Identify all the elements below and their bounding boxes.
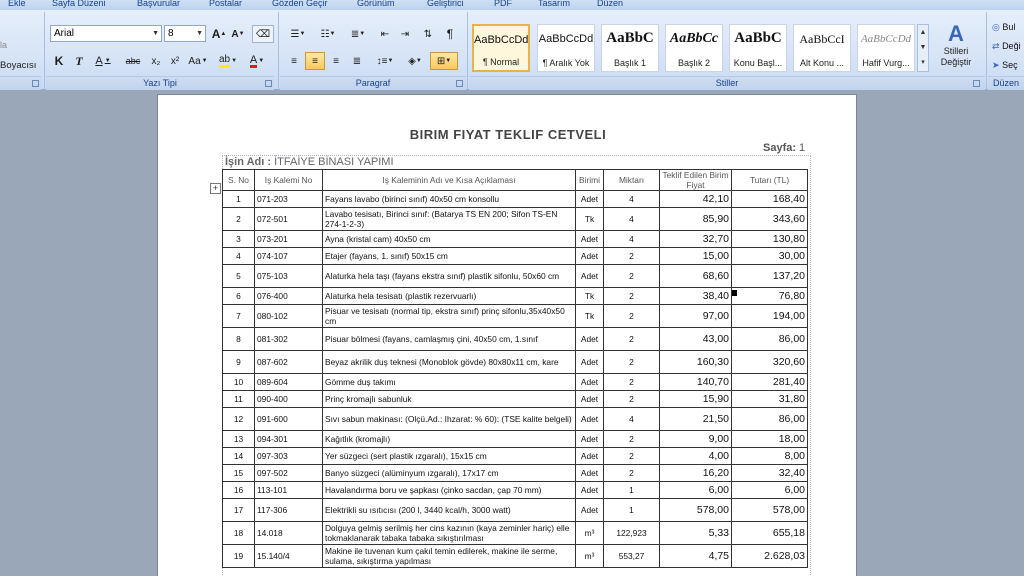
font-color-icon: A [249, 53, 258, 66]
table-move-handle-icon[interactable]: + [210, 183, 221, 194]
chevron-down-icon: ▼ [196, 30, 203, 37]
paragraph-group-label: Paragraf [280, 76, 466, 90]
row-number-cell[interactable]: 7 [223, 305, 255, 328]
total-cell[interactable]: 194,00 [732, 305, 808, 328]
table-body [223, 191, 808, 568]
style-name: Alt Konu ... [799, 58, 845, 68]
format-painter-button[interactable]: Boyacısı [0, 60, 37, 71]
total-cell[interactable]: 18,00 [732, 431, 808, 448]
unit-cell[interactable]: m³ [576, 545, 604, 568]
unit-price-cell[interactable]: 9,00 [660, 431, 732, 448]
shading-button[interactable] [402, 52, 428, 70]
replace-icon: ⇄ [992, 41, 1000, 51]
item-code-cell[interactable]: 087-602 [255, 351, 323, 374]
header-quantity: Miktarı [604, 170, 660, 191]
strikethrough-button[interactable]: abc [125, 56, 141, 66]
item-code-cell[interactable]: 075-103 [255, 265, 323, 288]
font-size-combo[interactable] [164, 25, 206, 42]
justify-button[interactable] [347, 52, 367, 70]
document-title: BIRIM FIYAT TEKLIF CETVELI [409, 127, 607, 142]
item-code-cell[interactable]: 074-107 [255, 248, 323, 265]
sort-button[interactable] [418, 25, 438, 43]
chevron-down-icon: ▼ [329, 31, 336, 37]
change-case-label: Aa [188, 55, 201, 67]
description-cell[interactable]: Beyaz akrilik duş teknesi (Monoblok gövde) 80x80x11 cm, kare [323, 351, 576, 374]
quantity-cell[interactable]: 122,923 [604, 522, 660, 545]
job-name-label: İşin Adı : [225, 156, 272, 168]
tab-pdf[interactable]: PDF [494, 0, 512, 8]
unit-price-cell[interactable]: 15,00 [660, 248, 732, 265]
unit-cell[interactable]: Adet [576, 431, 604, 448]
item-code-cell[interactable]: 081-302 [255, 328, 323, 351]
style-title[interactable] [729, 24, 787, 72]
row-number-cell[interactable]: 2 [223, 208, 255, 231]
justify-icon: ≣ [352, 55, 362, 67]
unit-cell[interactable]: m³ [576, 522, 604, 545]
job-name-line [225, 156, 394, 168]
row-number-cell[interactable]: 16 [223, 482, 255, 499]
item-code-cell[interactable]: 072-501 [255, 208, 323, 231]
tab-review[interactable]: Gözden Geçir [272, 0, 328, 8]
align-left-button[interactable] [284, 52, 304, 70]
description-cell[interactable]: Pisuar ve tesisatı (normal tip, ekstra sınıf) prinç sifonlu,35x40x50 cm [323, 305, 576, 328]
unit-cell[interactable]: Adet [576, 191, 604, 208]
grow-font-button[interactable]: A ▲ [211, 27, 227, 41]
row-number-cell[interactable]: 15 [223, 465, 255, 482]
quantity-cell[interactable]: 2 [604, 431, 660, 448]
total-cell[interactable]: 655,18 [732, 522, 808, 545]
item-code-cell[interactable]: 073-201 [255, 231, 323, 248]
tab-insert[interactable]: Ekle [8, 0, 26, 8]
total-cell[interactable]: 320,60 [732, 351, 808, 374]
quantity-cell[interactable]: 2 [604, 265, 660, 288]
numbered-list-icon: ☷ [320, 28, 330, 40]
item-code-cell[interactable]: 094-301 [255, 431, 323, 448]
style-sample: AaBbCcDd [538, 33, 594, 45]
total-cell[interactable]: 2.628,03 [732, 545, 808, 568]
style-name: Konu Başl... [733, 58, 783, 68]
chevron-down-icon: ▼ [387, 58, 394, 64]
chevron-down-icon: ▼ [152, 30, 159, 37]
row-number-cell[interactable]: 17 [223, 499, 255, 522]
unit-cell[interactable]: Adet [576, 408, 604, 431]
font-launcher-icon[interactable] [265, 80, 272, 87]
show-marks-button[interactable]: ¶ [446, 27, 454, 41]
quantity-cell[interactable]: 1 [604, 499, 660, 522]
unit-price-cell[interactable]: 43,00 [660, 328, 732, 351]
total-cell[interactable]: 76,80 [732, 288, 808, 305]
table-row [223, 231, 808, 248]
tab-mailings[interactable]: Postalar [209, 0, 243, 8]
style-subtitle[interactable] [793, 24, 851, 72]
style-sample: AaBbCcI [799, 32, 845, 46]
table-row [223, 208, 808, 231]
table-row [223, 374, 808, 391]
style-heading-2[interactable] [665, 24, 723, 72]
unit-cell[interactable]: Tk [576, 305, 604, 328]
bullet-list-icon: ☰ [290, 28, 300, 40]
numbering-button[interactable] [314, 25, 342, 43]
subscript-button[interactable]: x₂ [151, 55, 161, 67]
item-code-cell[interactable]: 097-303 [255, 448, 323, 465]
ribbon [0, 10, 1024, 90]
total-cell[interactable]: 86,00 [732, 328, 808, 351]
font-group-label: Yazı Tipi [46, 76, 274, 90]
quantity-cell[interactable]: 4 [604, 231, 660, 248]
description-cell[interactable]: Alaturka hela tesisatı (plastik rezervuarlı) [323, 288, 576, 305]
quantity-cell[interactable]: 1 [604, 482, 660, 499]
total-cell[interactable]: 31,80 [732, 391, 808, 408]
unit-cell[interactable]: Adet [576, 465, 604, 482]
group-divider [986, 12, 987, 90]
table-row [223, 248, 808, 265]
total-cell[interactable]: 30,00 [732, 248, 808, 265]
font-name-value: Arial [54, 28, 75, 39]
row-number-cell[interactable]: 5 [223, 265, 255, 288]
item-code-cell[interactable]: 097-502 [255, 465, 323, 482]
description-cell[interactable]: Gömme duş takımı [323, 374, 576, 391]
font-color-button[interactable] [244, 52, 270, 70]
description-cell[interactable]: Havalandırma boru ve şapkası (çinko sacdan, çap 70 mm) [323, 482, 576, 499]
unit-price-cell[interactable]: 32,70 [660, 231, 732, 248]
multilevel-list-icon: ≣ [350, 28, 360, 40]
clear-formatting-button[interactable] [252, 25, 274, 43]
row-number-cell[interactable]: 12 [223, 408, 255, 431]
multilevel-list-button[interactable] [344, 25, 372, 43]
description-cell[interactable]: Etajer (fayans, 1. sınıf) 50x15 cm [323, 248, 576, 265]
description-cell[interactable]: Banyo süzgeci (alüminyum ızgaralı), 17x17 cm [323, 465, 576, 482]
borders-icon: ⊞ [436, 55, 446, 67]
quantity-cell[interactable]: 2 [604, 465, 660, 482]
tab-references[interactable]: Başvurular [137, 0, 181, 8]
header-total: Tutarı (TL) [732, 170, 808, 191]
quantity-cell[interactable]: 4 [604, 408, 660, 431]
description-cell[interactable]: Elektrikli su ısıtıcısı (200 l, 3440 kcal/h, 3000 watt) [323, 499, 576, 522]
quantity-cell[interactable]: 4 [604, 208, 660, 231]
table-row [223, 522, 808, 545]
style-no-spacing[interactable] [537, 24, 595, 72]
quantity-cell[interactable]: 2 [604, 351, 660, 374]
superscript-button[interactable]: x² [170, 55, 180, 67]
paint-bucket-icon: ◈ [408, 55, 416, 67]
page-label: Sayfa: [763, 142, 797, 154]
total-cell[interactable]: 8,00 [732, 448, 808, 465]
row-number-cell[interactable]: 1 [223, 191, 255, 208]
unit-price-cell[interactable]: 42,10 [660, 191, 732, 208]
table-row [223, 465, 808, 482]
align-right-button[interactable] [326, 52, 346, 70]
style-name: Başlık 1 [613, 58, 646, 68]
quantity-cell[interactable]: 2 [604, 328, 660, 351]
unit-price-cell[interactable]: 4,00 [660, 448, 732, 465]
chevron-down-icon: ▼ [104, 58, 111, 64]
unit-cell[interactable]: Adet [576, 448, 604, 465]
unit-cell[interactable]: Adet [576, 499, 604, 522]
outdent-icon: ⇤ [380, 28, 390, 40]
total-cell[interactable]: 6,00 [732, 482, 808, 499]
underline-label: A [95, 55, 103, 67]
find-label: Bul [1002, 22, 1016, 32]
table-header-row [223, 170, 808, 191]
sort-icon: ⇅ [423, 28, 433, 40]
unit-price-cell[interactable]: 6,00 [660, 482, 732, 499]
item-code-cell[interactable]: 15.140/4 [255, 545, 323, 568]
quantity-cell[interactable]: 2 [604, 374, 660, 391]
row-number-cell[interactable]: 6 [223, 288, 255, 305]
description-cell[interactable]: Kağıtlık (kromajlı) [323, 431, 576, 448]
line-spacing-button[interactable] [371, 52, 399, 70]
unit-price-cell[interactable]: 160,30 [660, 351, 732, 374]
grow-font-icon: A [211, 27, 221, 41]
chevron-down-icon: ▼ [258, 58, 265, 64]
unit-cell[interactable]: Adet [576, 265, 604, 288]
row-number-cell[interactable]: 10 [223, 374, 255, 391]
align-center-icon: ≡ [312, 55, 318, 67]
item-code-cell[interactable]: 113-101 [255, 482, 323, 499]
bullets-button[interactable] [284, 25, 312, 43]
change-styles-label: Stilleri Değiştir [940, 46, 972, 67]
description-cell[interactable]: Lavabo tesisatı, Birinci sınıf: (Batarya TS EN 200; Sifon TS-EN 274-1-2-3) [323, 208, 576, 231]
unit-price-cell[interactable]: 85,90 [660, 208, 732, 231]
table-row [223, 448, 808, 465]
unit-price-cell[interactable]: 21,50 [660, 408, 732, 431]
style-sample: AaBbC [734, 30, 782, 46]
style-name: Hafif Vurg... [862, 58, 910, 68]
align-center-button[interactable] [305, 52, 325, 70]
indent-icon: ⇥ [400, 28, 410, 40]
item-code-cell[interactable]: 089-604 [255, 374, 323, 391]
select-arrow-icon: ➤ [992, 60, 1000, 70]
table-row [223, 482, 808, 499]
style-name: ¶ Aralık Yok [542, 58, 590, 68]
change-styles-button[interactable] [933, 22, 979, 74]
row-number-cell[interactable]: 8 [223, 328, 255, 351]
quantity-cell[interactable]: 2 [604, 391, 660, 408]
item-code-cell[interactable]: 117-306 [255, 499, 323, 522]
item-code-cell[interactable]: 080-102 [255, 305, 323, 328]
item-code-cell[interactable]: 076-400 [255, 288, 323, 305]
total-cell[interactable]: 130,80 [732, 231, 808, 248]
unit-price-cell[interactable]: 38,40 [660, 288, 732, 305]
quantity-cell[interactable]: 2 [604, 248, 660, 265]
select-label: Seç [1002, 60, 1018, 70]
total-cell[interactable]: 343,60 [732, 208, 808, 231]
quantity-cell[interactable]: 553,27 [604, 545, 660, 568]
total-cell[interactable]: 578,00 [732, 499, 808, 522]
tab-developer[interactable]: Geliştirici [427, 0, 464, 8]
editing-group-label: Düzen [988, 76, 1024, 90]
change-styles-icon: A [948, 21, 964, 46]
price-table[interactable] [222, 169, 808, 568]
description-cell[interactable]: Makine ile tuvenan kum çakıl temin edilerek, makine ile serme, sulama, sıkıştırma yapılması [323, 545, 576, 568]
description-cell[interactable]: Ayna (kristal cam) 40x50 cm [323, 231, 576, 248]
row-number-cell[interactable]: 3 [223, 231, 255, 248]
binoculars-icon: ◎ [992, 22, 1000, 32]
tab-layout[interactable]: Düzen [597, 0, 624, 8]
styles-launcher-icon[interactable] [973, 80, 980, 87]
styles-group-label: Stiller [469, 76, 985, 90]
tab-page-layout[interactable]: Sayfa Düzeni [52, 0, 106, 8]
header-item-code: Iş Kalemi No [255, 170, 323, 191]
change-case-button[interactable] [186, 52, 210, 70]
unit-cell[interactable]: Adet [576, 231, 604, 248]
table-row [223, 431, 808, 448]
description-cell[interactable]: Fayans lavabo (birinci sınıf) 40x50 cm konsollu [323, 191, 576, 208]
group-divider [44, 12, 45, 90]
table-row [223, 499, 808, 522]
document-area[interactable] [0, 91, 1024, 576]
job-name-value: İTFAİYE BİNASI YAPIMI [274, 156, 394, 168]
style-normal[interactable] [472, 24, 530, 72]
eraser-icon: ⌫ [255, 28, 271, 40]
table-row [223, 305, 808, 328]
replace-label: Deği [1002, 41, 1021, 51]
chevron-down-icon: ▼ [415, 58, 422, 64]
align-right-icon: ≡ [333, 55, 339, 67]
unit-price-cell[interactable]: 68,60 [660, 265, 732, 288]
total-cell[interactable]: 168,40 [732, 191, 808, 208]
quantity-cell[interactable]: 2 [604, 448, 660, 465]
row-number-cell[interactable]: 18 [223, 522, 255, 545]
table-row [223, 545, 808, 568]
row-number-cell[interactable]: 13 [223, 431, 255, 448]
group-divider [278, 12, 279, 90]
style-sample: AaBbCcDd [860, 33, 912, 45]
description-cell[interactable]: Pisuar bölmesi (fayans, camlaşmış çini, 40x50 cm, 1.sınıf [323, 328, 576, 351]
unit-price-cell[interactable]: 15,90 [660, 391, 732, 408]
unit-cell[interactable]: Adet [576, 374, 604, 391]
paragraph-launcher-icon[interactable] [456, 80, 463, 87]
table-row [223, 391, 808, 408]
tab-view[interactable]: Görünüm [357, 0, 395, 8]
select-button[interactable] [992, 60, 1018, 71]
total-cell[interactable]: 32,40 [732, 465, 808, 482]
chevron-down-icon: ▼ [359, 31, 366, 37]
increase-indent-button[interactable] [396, 25, 414, 43]
unit-price-cell[interactable]: 140,70 [660, 374, 732, 391]
style-sample: AaBbC [606, 30, 654, 46]
page-number: 1 [799, 142, 806, 154]
clipboard-partial-label: la [0, 40, 8, 50]
chevron-down-icon: ▼ [231, 58, 238, 64]
bold-button[interactable]: K [54, 54, 64, 68]
mouse-cursor-icon [732, 290, 737, 296]
item-code-cell[interactable]: 14.018 [255, 522, 323, 545]
quantity-cell[interactable]: 2 [604, 288, 660, 305]
font-size-value: 8 [168, 28, 174, 39]
unit-cell[interactable]: Adet [576, 351, 604, 374]
total-cell[interactable]: 86,00 [732, 408, 808, 431]
chevron-down-icon: ▼ [201, 58, 208, 64]
styles-scroll[interactable]: ▲ ▼ ▾ [917, 24, 929, 72]
unit-price-cell[interactable]: 16,20 [660, 465, 732, 482]
style-name: ¶ Normal [482, 57, 520, 67]
style-heading-1[interactable] [601, 24, 659, 72]
shrink-font-button[interactable]: A ▼ [231, 28, 245, 40]
header-description: Iş Kaleminin Adı ve Kısa Açıklaması [323, 170, 576, 191]
underline-button[interactable] [92, 52, 114, 70]
row-number-cell[interactable]: 4 [223, 248, 255, 265]
unit-cell[interactable]: Adet [576, 248, 604, 265]
replace-button[interactable] [992, 41, 1021, 52]
group-divider [467, 12, 468, 90]
header-unit-price: Teklif Edilen Birim Fiyat [660, 170, 732, 191]
decrease-indent-button[interactable] [376, 25, 394, 43]
italic-button[interactable]: T [75, 53, 83, 68]
description-cell[interactable]: Yer süzgeci (sert plastik ızgaralı), 15x15 cm [323, 448, 576, 465]
line-spacing-icon: ↕≡ [376, 55, 388, 67]
clipboard-launcher-icon[interactable] [32, 80, 39, 87]
shrink-font-icon: A [231, 28, 239, 40]
row-number-cell[interactable]: 19 [223, 545, 255, 568]
table-row [223, 191, 808, 208]
item-code-cell[interactable]: 090-400 [255, 391, 323, 408]
font-name-combo[interactable] [50, 25, 162, 42]
row-number-cell[interactable]: 14 [223, 448, 255, 465]
item-code-cell[interactable]: 071-203 [255, 191, 323, 208]
header-unit: Birimi [576, 170, 604, 191]
table-row [223, 328, 808, 351]
table-row [223, 288, 808, 305]
table-row [223, 408, 808, 431]
description-cell[interactable]: Dolguya gelmiş serilmiş her cins kazının (kaya zeminler hariç) elle tokmaklanarak tabaka tabaka sıkıştırılması [323, 522, 576, 545]
find-button[interactable] [992, 22, 1015, 33]
document-page[interactable] [157, 94, 857, 576]
unit-cell[interactable]: Adet [576, 482, 604, 499]
description-cell[interactable]: Alaturka hela taşı (fayans ekstra sınıf) plastik sifonlu, 50x60 cm [323, 265, 576, 288]
quantity-cell[interactable]: 2 [604, 305, 660, 328]
table-row [223, 351, 808, 374]
align-left-icon: ≡ [291, 55, 297, 67]
unit-price-cell[interactable]: 97,00 [660, 305, 732, 328]
highlighter-icon: ab [219, 55, 230, 68]
quantity-cell[interactable]: 4 [604, 191, 660, 208]
table-row [223, 265, 808, 288]
highlight-color-button[interactable] [215, 52, 241, 70]
description-cell[interactable]: Prinç kromajlı sabunluk [323, 391, 576, 408]
chevron-down-icon: ▼ [445, 58, 452, 64]
unit-cell[interactable]: Tk [576, 208, 604, 231]
ribbon-tab-bar [0, 0, 1024, 10]
unit-price-cell[interactable]: 578,00 [660, 499, 732, 522]
total-cell[interactable]: 137,20 [732, 265, 808, 288]
chevron-down-icon: ▼ [299, 31, 306, 37]
tab-design[interactable]: Tasarım [538, 0, 571, 8]
borders-button[interactable] [430, 52, 458, 70]
unit-price-cell[interactable]: 5,33 [660, 522, 732, 545]
unit-cell[interactable]: Tk [576, 288, 604, 305]
row-number-cell[interactable]: 11 [223, 391, 255, 408]
unit-cell[interactable]: Adet [576, 391, 604, 408]
style-sample: AaBbCc [669, 31, 719, 46]
item-code-cell[interactable]: 091-600 [255, 408, 323, 431]
style-subtle-emphasis[interactable] [857, 24, 915, 72]
row-number-cell[interactable]: 9 [223, 351, 255, 374]
description-cell[interactable]: Sıvı sabun makinası: (Olçü.Ad.: Ihzarat: % 60): (TSE kalite belgeli) [323, 408, 576, 431]
total-cell[interactable]: 281,40 [732, 374, 808, 391]
unit-price-cell[interactable]: 4,75 [660, 545, 732, 568]
header-sno: S. No [223, 170, 255, 191]
unit-cell[interactable]: Adet [576, 328, 604, 351]
style-sample: AaBbCcDd [474, 34, 529, 46]
style-name: Başlık 2 [677, 58, 710, 68]
